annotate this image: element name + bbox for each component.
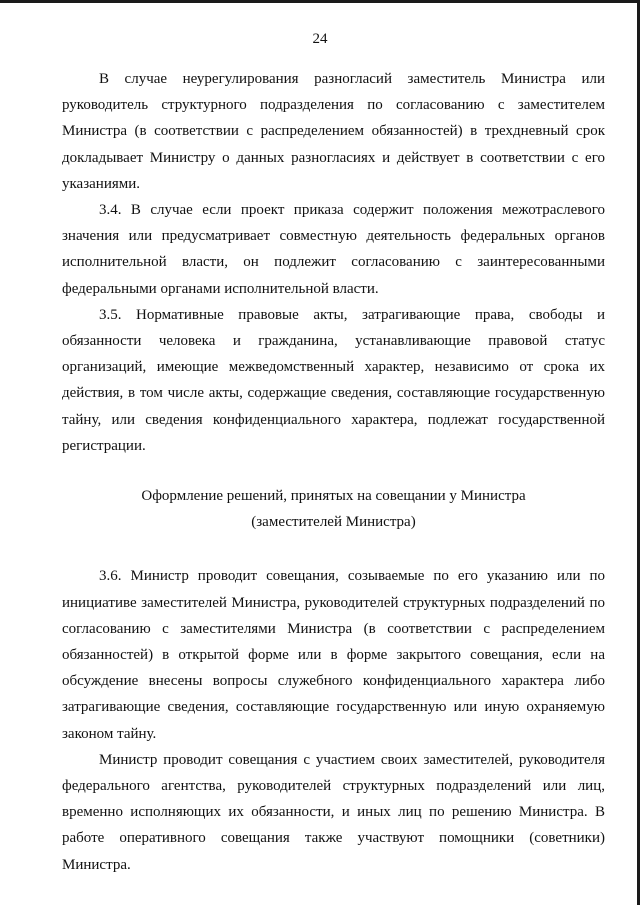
scan-edge-top: [0, 0, 640, 3]
document-body: [62, 66, 605, 878]
paragraph-3-6: 3.6. Министр проводит совещания, созываемые по его указанию или по инициативе заместителей Министра, руководителей структурных подразделений по согласованию с заместителями Министра (в соответствии с распределением обязанностей) в открытой форме или в форме закрытого совещания, если на обсуждение внесены вопросы служебного конфиденциального характера либо затрагивающие сведения, составляющие государственную или иную охраняемую законом тайну.: [62, 568, 605, 742]
paragraph-3-5: 3.5. Нормативные правовые акты, затрагивающие права, свободы и обязанности человека и гражданина, устанавливающие правовой статус организаций, имеющие межведомственный характер, независимо от срока их действия, в том числе акты, содержащие сведения, составляющие государственную тайну, или сведения конфиденциального характера, подлежат государственной регистрации.: [62, 306, 605, 454]
page-number: 24: [312, 31, 328, 47]
section-heading: [62, 483, 605, 535]
paragraph-disagreements: В случае неурегулирования разногласий заместитель Министра или руководитель структурного подразделения по согласованию с заместителем Министра (в соответствии с распределением обязанностей) в трехдневный срок докладывает Министру о данных разногласиях и действует в соответствии с его указаниями.: [62, 71, 605, 192]
paragraph-meetings-participants: Министр проводит совещания с участием своих заместителей, руководителя федерального агентства, руководителей структурных подразделений или лиц, временно исполняющих их обязанности, и иных лиц по решению Министра. В работе оперативного совещания также участвуют помощники (советники) Министра.: [62, 751, 605, 873]
section-heading-line-2: (заместителей Министра): [251, 514, 416, 531]
paragraph-3-4: 3.4. В случае если проект приказа содержит положения межотраслевого значения или предусматривает совместную деятельность федеральных органов исполнительной власти, он подлежит согласованию с заинтересованными федеральными органами исполнительной власти.: [62, 202, 605, 297]
section-heading-line-1: Оформление решений, принятых на совещании у Министра: [141, 488, 526, 505]
